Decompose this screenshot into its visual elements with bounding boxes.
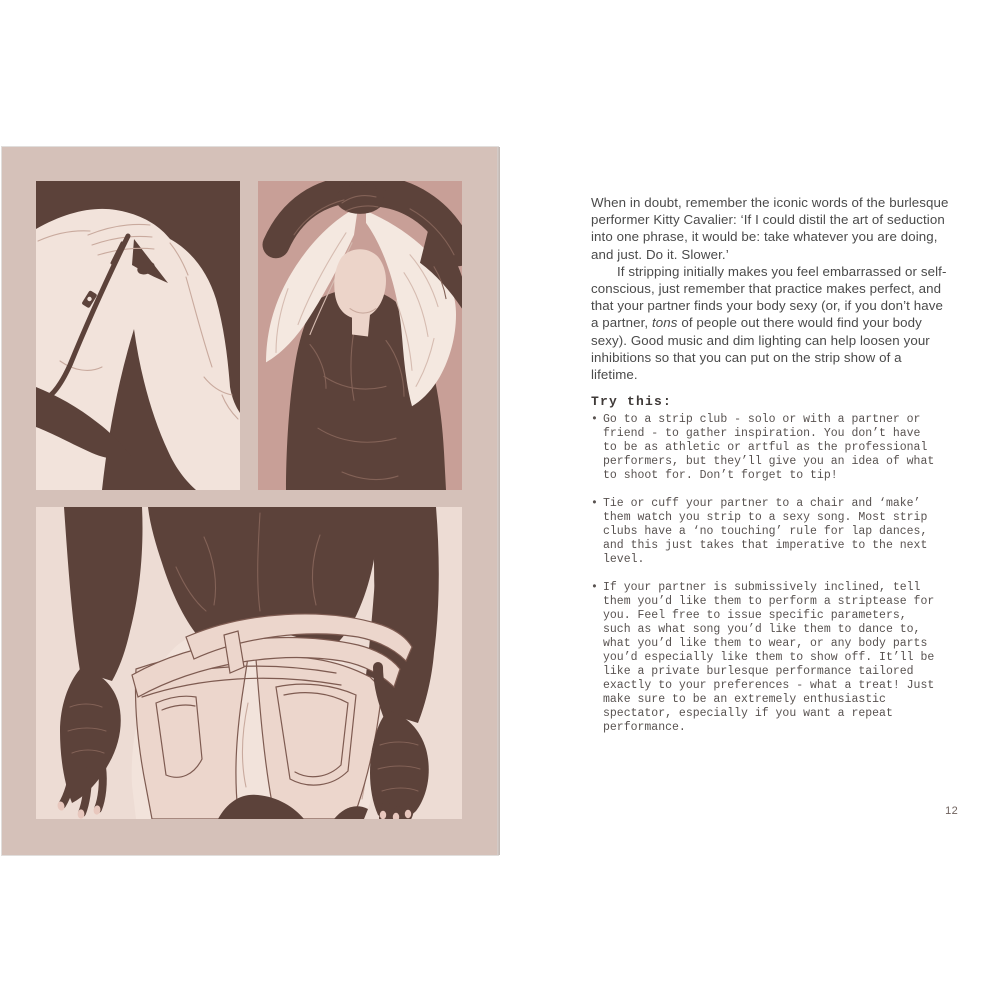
jeans-pull-down-illustration <box>36 507 462 819</box>
page-gutter <box>497 147 500 855</box>
bra-strap-illustration <box>36 181 240 490</box>
bullet-list <box>591 413 947 749</box>
jeans-pull-down-illustration-svg <box>36 507 462 819</box>
page-number: 12 <box>945 805 958 817</box>
paragraph-2-after: of people out there would find your body sexy). Good music and dim lighting can help loosen your inhibitions so that you can put on the strip show of a lifetime. <box>591 315 930 383</box>
paragraph-2-italic: tons <box>651 315 678 331</box>
bullet-item-2: • Tie or cuff your partner to a chair and ‘make’ them watch you strip to a sexy song. Most strip clubs have a ‘no touching’ rule for lap dances, and this just takes that imperative to the next level. <box>603 497 935 567</box>
bullet-item-1: • Go to a strip club - solo or with a partner or friend - to gather inspiration. You don’t have to be as athletic or artful as the professional performers, but they’ll give you an idea of what to shoot for. Don’t forget to tip! <box>603 413 935 483</box>
try-this-heading: Try this: <box>591 394 673 409</box>
paragraph-1: When in doubt, remember the iconic words of the burlesque performer Kitty Cavalier: ‘If I could distil the art of seduction into one phrase, it would be: take whatever you are doing, and just. Do it. Slower.’ <box>591 195 949 262</box>
bra-strap-illustration-svg <box>36 181 240 490</box>
shirt-over-head-illustration <box>258 181 462 490</box>
paragraph-2-before: If stripping initially makes you feel embarrassed or self-conscious, just remember that practice makes perfect, and that your partner finds your body sexy (or, if you don’t have a partner, <box>591 263 947 331</box>
bullet-item-3: • If your partner is submissively inclined, tell them you’d like them to perform a striptease for you. Feel free to issue specific parameters, such as what song you’d like them to dance to, what you’d like them to wear, or any body parts you’d especially like them to show off. It’ll be like a private burlesque performance tailored exactly to your preferences - what a treat! Just make sure to be an extremely enthusiastic spectator, especially if you want a repeat performance. <box>603 581 935 735</box>
body-text-block <box>591 194 951 383</box>
shirt-over-head-illustration-svg <box>258 181 462 490</box>
left-page <box>2 147 498 855</box>
paragraph-2 <box>591 263 951 383</box>
